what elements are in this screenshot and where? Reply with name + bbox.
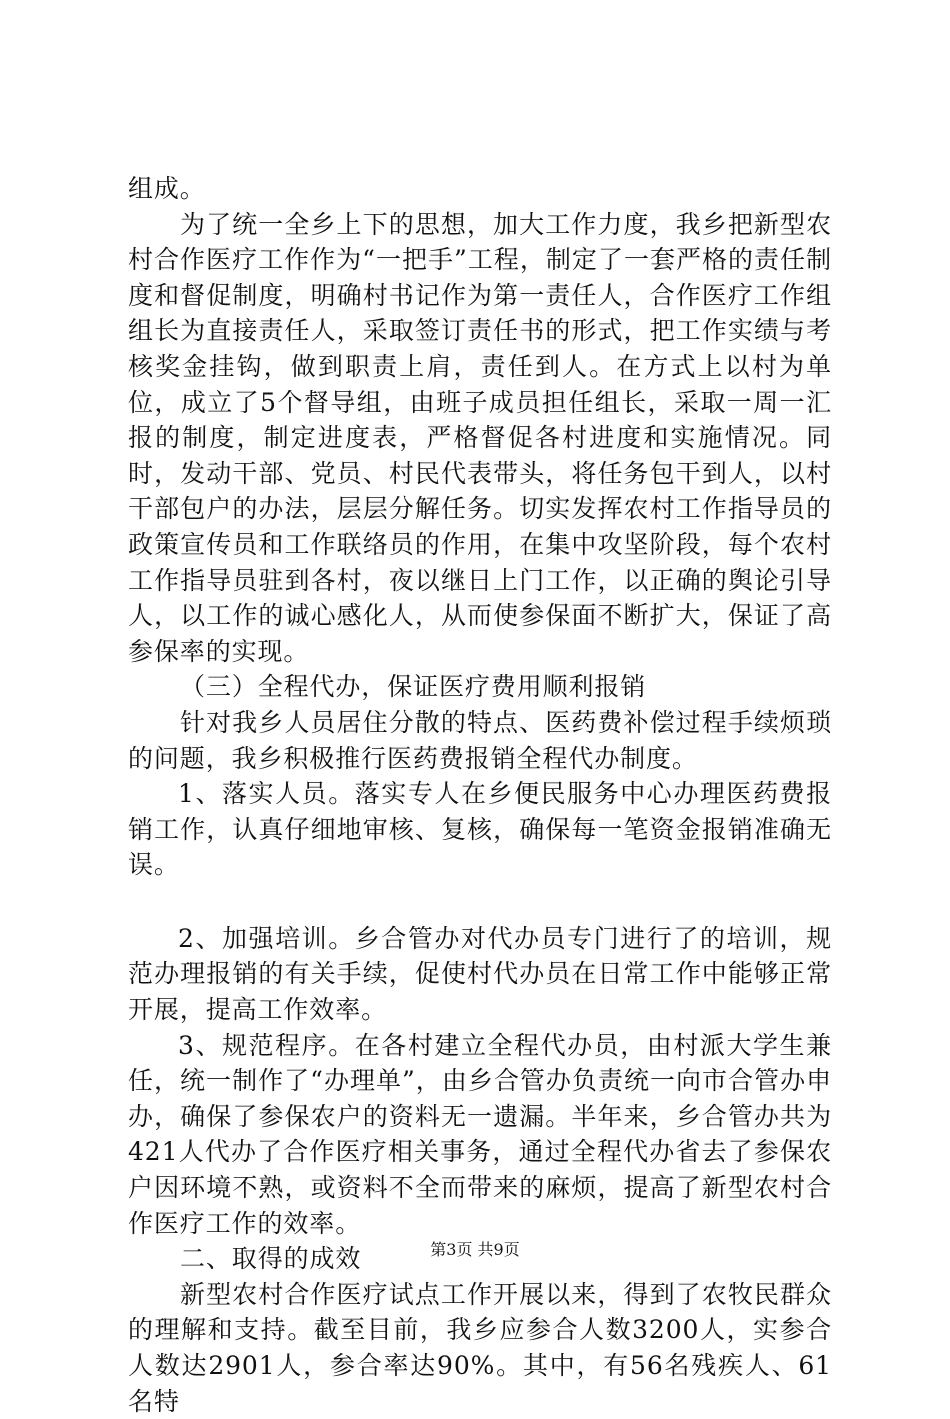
page-number-footer: 第3页 共9页	[430, 1240, 520, 1259]
document-body	[128, 171, 832, 1419]
section-heading-achievements: 二、取得的成效	[180, 1244, 362, 1274]
paragraph-item-1-staffing: 1、落实人员。落实专人在乡便民服务中心办理医药费报销工作，认真仔细地审核、复核，确保每一笔资金报销准确无误。	[128, 779, 832, 880]
paragraph-item-2-training: 2、加强培训。乡合管办对代办员专门进行了的培训，规范办理报销的有关手续，促使村代办员在日常工作中能够正常开展，提高工作效率。	[128, 923, 832, 1025]
paragraph-achievements: 新型农村合作医疗试点工作开展以来，得到了农牧民群众的理解和支持。截至目前，我乡应参合人数3200人，实参合人数达2901人，参合率达90%。其中，有56名残疾人、61名特	[128, 1279, 832, 1416]
paragraph-responsibility-system: 为了统一全乡上下的思想，加大工作力度，我乡把新型农村合作医疗工作作为“一把手”工程，制定了一套严格的责任制度和督促制度，明确村书记作为第一责任人，合作医疗工作组组长为直接责任人，采取签订责任书的形式，把工作实绩与考核奖金挂钩，做到职责上肩，责任到人。在方式上以村为单位，成立了5个督导组，由班子成员担任组长，采取一周一汇报的制度，制定进度表，严格督促各村进度和实施情况。同时，发动干部、党员、村民代表带头，将任务包干到人，以村干部包户的办法，层层分解任务。切实发挥农村工作指导员的政策宣传员和工作联络员的作用，在集中攻坚阶段，每个农村工作指导员驻到各村，夜以继日上门工作，以正确的舆论引导人，以工作的诚心感化人，从而使参保面不断扩大，保证了高参保率的实现。	[128, 209, 832, 666]
paragraph-agency-intro: 针对我乡人员居住分散的特点、医药费补偿过程手续烦琐的问题，我乡积极推行医药费报销全程代办制度。	[128, 707, 832, 773]
paragraph-item-3-procedure: 3、规范程序。在各村建立全程代办员，由村派大学生兼任，统一制作了“办理单”，由乡合管办负责统一向市合管办申办，确保了参保农户的资料无一遗漏。半年来，乡合管办共为421人代办了合作医疗相关事务，通过全程代办省去了参保农户因环境不熟，或资料不全而带来的麻烦，提高了新型农村合作医疗工作的效率。	[128, 1030, 832, 1238]
section-heading-full-process-agency: （三）全程代办，保证医疗费用顺利报销	[180, 672, 647, 702]
paragraph-continuation: 组成。	[128, 174, 206, 203]
